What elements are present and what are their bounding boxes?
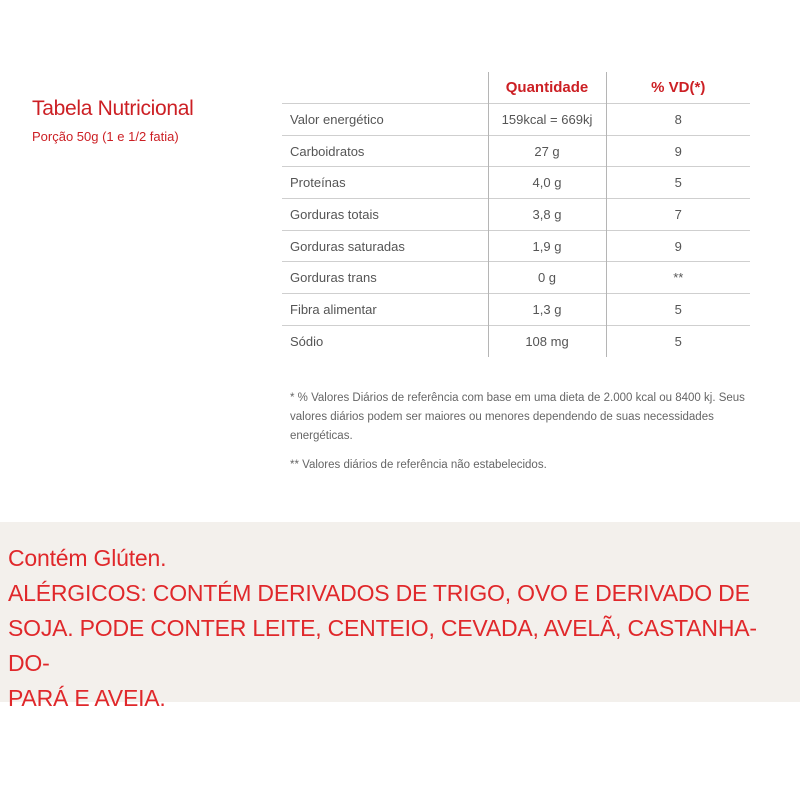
- table-row: [282, 294, 750, 326]
- footnote-vd: * % Valores Diários de referência com base em uma dieta de 2.000 kcal ou 8400 kj. Seus valores diários podem ser maiores ou menores dependendo de suas necessidades energéticas.: [290, 392, 745, 442]
- table-row: [282, 262, 750, 294]
- header-quantity: Quantidade: [488, 72, 606, 104]
- nutrient-name: Gorduras totais: [290, 206, 379, 222]
- allergen-panel: [8, 541, 793, 716]
- nutrient-vd: 9: [674, 143, 682, 159]
- nutrient-vd: 8: [674, 111, 682, 127]
- nutrient-vd: **: [673, 270, 684, 286]
- header-vd: % VD(*): [651, 79, 706, 96]
- footnotes: [290, 389, 760, 485]
- nutrient-vd: 5: [674, 301, 682, 317]
- nutrient-quantity: 4,0 g: [488, 167, 606, 199]
- page-title: Tabela Nutricional: [32, 97, 194, 120]
- nutrient-quantity: 159kcal = 669kj: [488, 104, 606, 136]
- nutrient-name: Sódio: [290, 333, 324, 349]
- table-row: [282, 199, 750, 231]
- footnote-not-established: ** Valores diários de referência não estabelecidos.: [290, 459, 547, 471]
- allergen-line: SOJA. PODE CONTER LEITE, CENTEIO, CEVADA, AVELÃ, CASTANHA-DO-: [8, 615, 757, 676]
- nutrient-quantity: 3,8 g: [488, 199, 606, 231]
- nutrient-name: Carboidratos: [290, 143, 365, 159]
- nutrient-vd: 9: [674, 238, 682, 254]
- portion-size: Porção 50g (1 e 1/2 fatia): [32, 129, 179, 144]
- table-row: [282, 167, 750, 199]
- table-row: [282, 135, 750, 167]
- allergen-line: ALÉRGICOS: CONTÉM DERIVADOS DE TRIGO, OVO E DERIVADO DE: [8, 580, 750, 606]
- table-row: [282, 104, 750, 136]
- nutrition-table: [282, 72, 750, 357]
- allergen-line: PARÁ E AVEIA.: [8, 685, 166, 711]
- gluten-warning: Contém Glúten.: [8, 545, 167, 571]
- nutrient-name: Gorduras saturadas: [290, 238, 405, 254]
- header-nutrient: [282, 72, 488, 104]
- nutrient-name: Valor energético: [290, 111, 384, 127]
- nutrient-quantity: 1,9 g: [488, 230, 606, 262]
- nutrient-quantity: 108 mg: [488, 325, 606, 356]
- table-row: [282, 230, 750, 262]
- nutrient-name: Proteínas: [290, 175, 346, 191]
- table-row: [282, 325, 750, 356]
- nutrient-quantity: 0 g: [488, 262, 606, 294]
- nutrient-name: Fibra alimentar: [290, 301, 377, 317]
- table-header-row: [282, 72, 750, 104]
- nutrient-quantity: 27 g: [488, 135, 606, 167]
- nutrient-name: Gorduras trans: [290, 270, 377, 286]
- nutrient-vd: 7: [674, 206, 682, 222]
- nutrient-vd: 5: [674, 333, 682, 349]
- nutrient-vd: 5: [674, 175, 682, 191]
- nutrient-quantity: 1,3 g: [488, 294, 606, 326]
